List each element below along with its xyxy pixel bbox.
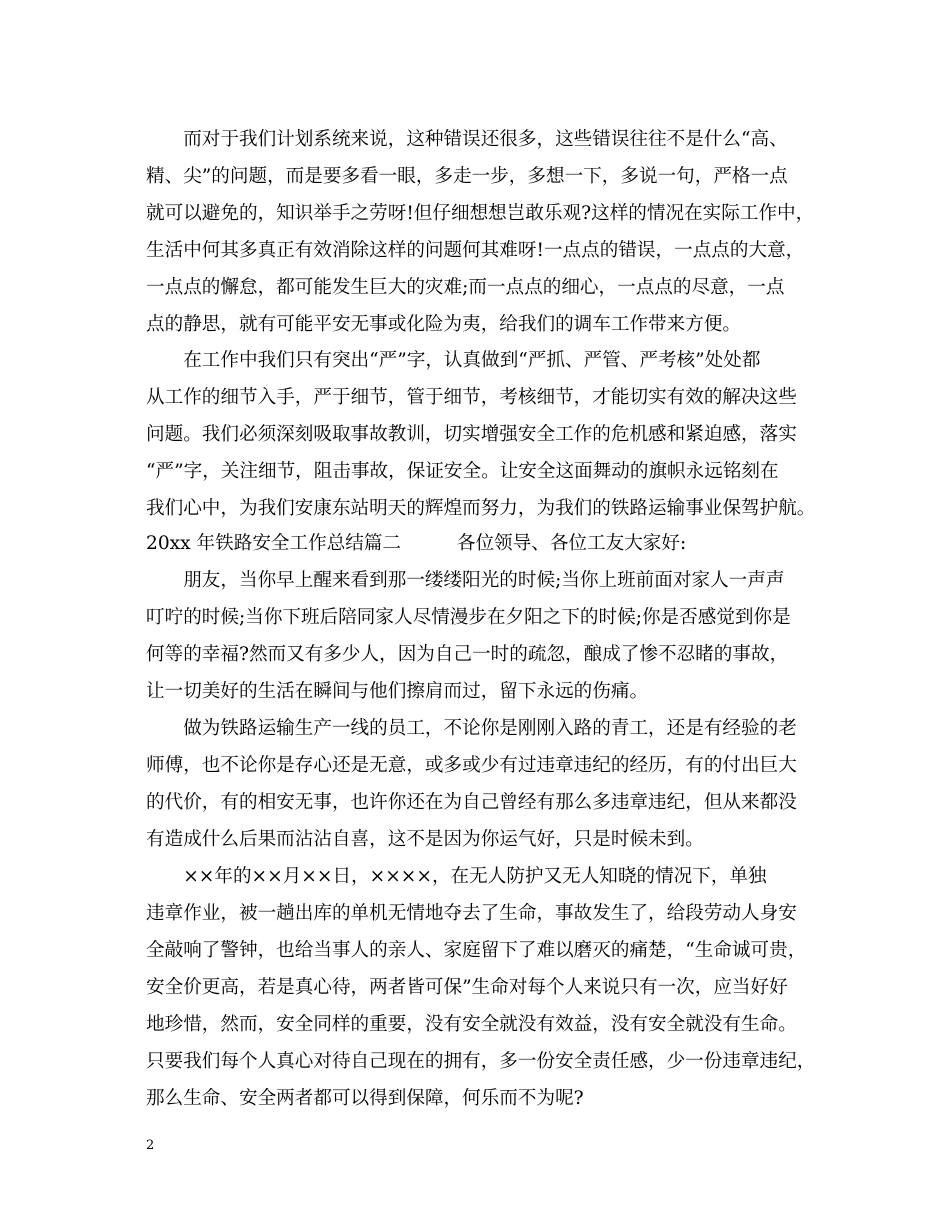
text-line: 全敲响了警钟，也给当事人的亲人、家庭留下了难以磨灭的痛楚，“生命诚可贵， bbox=[146, 940, 807, 961]
text-line: 我们心中，为我们安康东站明天的辉煌而努力，为我们的铁路运输事业保驾护航。 bbox=[146, 498, 816, 519]
page-number: 2 bbox=[146, 1138, 155, 1153]
text-line: 违章作业，被一趟出库的单机无情地夺去了生命，事故发生了，给段劳动人身安 bbox=[146, 903, 797, 924]
text-line: 何等的幸福?然而又有多少人，因为自己一时的疏忽，酿成了惨不忍睹的事故， bbox=[146, 644, 789, 665]
text-line: 朋友，当你早上醒来看到那一缕缕阳光的时候;当你上班前面对家人一声声 bbox=[146, 570, 785, 591]
text-line: 只要我们每个人真心对待自己现在的拥有，多一份安全责任感，少一份违章违纪， bbox=[146, 1051, 816, 1072]
text-line: 一点点的懈怠，都可能发生巨大的灾难;而一点点的细心，一点点的尽意，一点 bbox=[146, 277, 785, 298]
text-line: 就可以避免的，知识举手之劳呀!但仔细想想岂敢乐观?这样的情况在实际工作中， bbox=[146, 203, 815, 224]
text-line: 而对于我们计划系统来说，这种错误还很多，这些错误往往不是什么“高、 bbox=[146, 129, 788, 150]
text-line: ××年的××月××日，××××，在无人防护又无人知晓的情况下，单独 bbox=[146, 866, 767, 887]
text-line: 点的静思，就有可能平安无事或化险为夷，给我们的调车工作带来方便。 bbox=[146, 314, 742, 335]
text-line: 问题。我们必须深刻吸取事故教训，切实增强安全工作的危机感和紧迫感，落实 bbox=[146, 424, 797, 445]
text-line: 精、尖”的问题，而是要多看一眼，多走一步，多想一下，多说一句，严格一点 bbox=[146, 166, 788, 187]
section-heading-line: 20xx 年铁路安全工作总结篇二 各位领导、各位工友大家好: bbox=[146, 533, 687, 554]
text-line: 让一切美好的生活在瞬间与他们擦肩而过，留下永远的伤痛。 bbox=[146, 681, 649, 702]
text-line: 安全价更高，若是真心待，两者皆可保”生命对每个人来说只有一次，应当好好 bbox=[146, 977, 788, 998]
text-line: 从工作的细节入手，严于细节，管于细节，考核细节，才能切实有效的解决这些 bbox=[146, 387, 797, 408]
text-line: 生活中何其多真正有效消除这样的问题何其难呀!一点点的错误，一点点的大意， bbox=[146, 240, 805, 261]
text-line: 叮咛的时候;当你下班后陪同家人尽情漫步在夕阳之下的时候;你是否感觉到你是 bbox=[146, 607, 791, 628]
text-line: 有造成什么后果而沾沾自喜，这不是因为你运气好，只是时候未到。 bbox=[146, 829, 704, 850]
text-line: 地珍惜，然而，安全同样的重要，没有安全就没有效益，没有安全就没有生命。 bbox=[146, 1014, 797, 1035]
text-line: 在工作中我们只有突出“严”字，认真做到“严抓、严管、严考核”处处都 bbox=[146, 350, 761, 371]
text-line: “严”字，关注细节，阻击事故，保证安全。让安全这面舞动的旗帜永远铭刻在 bbox=[146, 461, 779, 482]
text-line: 的代价，有的相安无事，也许你还在为自己曾经有那么多违章违纪，但从来都没 bbox=[146, 792, 797, 813]
text-line: 师傅，也不论你是存心还是无意，或多或少有过违章违纪的经历，有的付出巨大 bbox=[146, 755, 797, 776]
text-line: 做为铁路运输生产一线的员工，不论你是刚刚入路的青工，还是有经验的老 bbox=[146, 718, 797, 739]
text-line: 那么生命、安全两者都可以得到保障，何乐而不为呢? bbox=[146, 1088, 584, 1109]
